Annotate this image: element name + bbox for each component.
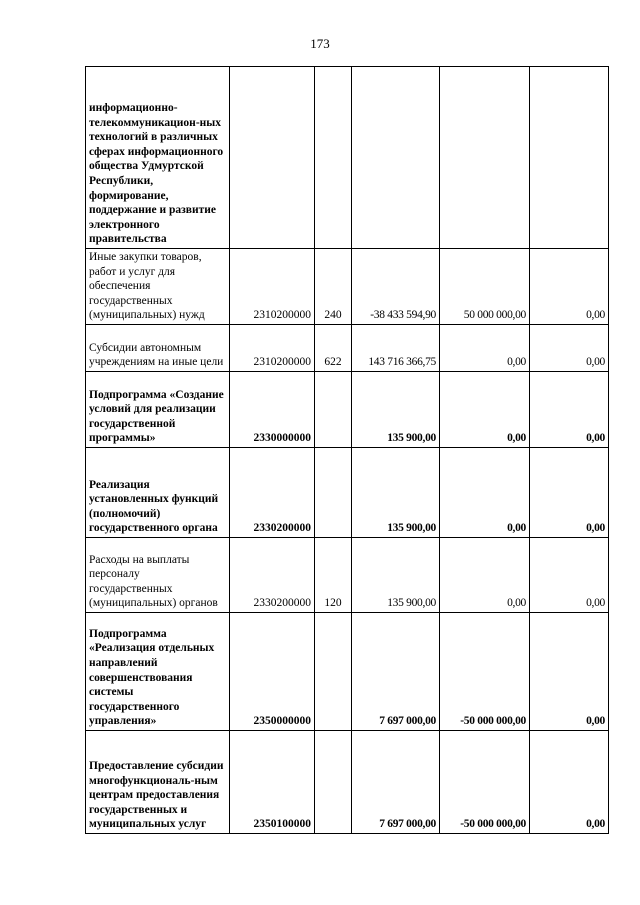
row-name: информационно-телекоммуникацион-ных технологий в различных сферах информационного общества Удмуртской Республики, формирование, поддержание и развитие электронного правительства (86, 67, 230, 249)
row-value-2: 0,00 (440, 538, 530, 613)
row-name: Предоставление субсидии многофункциональ-ным центрам предоставления государственных и муниципальных услуг (86, 731, 230, 834)
row-value-1: 7 697 000,00 (352, 613, 440, 731)
row-type: 120 (315, 538, 352, 613)
row-code: 2350000000 (230, 613, 315, 731)
table-row (86, 538, 609, 613)
row-type (315, 372, 352, 448)
table-row (86, 613, 609, 731)
row-code: 2310200000 (230, 325, 315, 372)
row-type (315, 67, 352, 249)
row-name: Реализация установленных функций (полномочий) государственного органа (86, 448, 230, 538)
row-value-1: 7 697 000,00 (352, 731, 440, 834)
row-value-3: 0,00 (530, 325, 609, 372)
row-code: 2330200000 (230, 538, 315, 613)
row-type (315, 613, 352, 731)
row-value-3: 0,00 (530, 731, 609, 834)
row-name: Иные закупки товаров, работ и услуг для обеспечения государственных (муниципальных) нужд (86, 249, 230, 325)
row-value-2: -50 000 000,00 (440, 731, 530, 834)
row-value-3: 0,00 (530, 613, 609, 731)
row-code: 2310200000 (230, 249, 315, 325)
row-type: 622 (315, 325, 352, 372)
row-type: 240 (315, 249, 352, 325)
row-code: 2330000000 (230, 372, 315, 448)
row-name: Подпрограмма «Реализация отдельных направлений совершенствования системы государственного управления» (86, 613, 230, 731)
table-row (86, 731, 609, 834)
row-code: 2330200000 (230, 448, 315, 538)
row-value-1 (352, 67, 440, 249)
budget-table (85, 66, 609, 834)
row-code: 2350100000 (230, 731, 315, 834)
row-value-1: 135 900,00 (352, 538, 440, 613)
row-value-3: 0,00 (530, 249, 609, 325)
row-type (315, 448, 352, 538)
row-value-2: 50 000 000,00 (440, 249, 530, 325)
row-name: Расходы на выплаты персоналу государственных (муниципальных) органов (86, 538, 230, 613)
row-value-1: 143 716 366,75 (352, 325, 440, 372)
table-row (86, 325, 609, 372)
table-row (86, 67, 609, 249)
table-row (86, 448, 609, 538)
row-value-3: 0,00 (530, 448, 609, 538)
row-value-1: 135 900,00 (352, 372, 440, 448)
row-value-3: 0,00 (530, 538, 609, 613)
row-value-2: 0,00 (440, 448, 530, 538)
row-type (315, 731, 352, 834)
row-value-2 (440, 67, 530, 249)
row-value-3: 0,00 (530, 372, 609, 448)
row-code (230, 67, 315, 249)
table-row (86, 372, 609, 448)
row-value-2: -50 000 000,00 (440, 613, 530, 731)
row-value-2: 0,00 (440, 325, 530, 372)
row-value-3 (530, 67, 609, 249)
row-value-2: 0,00 (440, 372, 530, 448)
row-name: Субсидии автономным учреждениям на иные цели (86, 325, 230, 372)
table-row (86, 249, 609, 325)
row-value-1: 135 900,00 (352, 448, 440, 538)
row-name: Подпрограмма «Создание условий для реализации государственной программы» (86, 372, 230, 448)
page-number: 173 (310, 36, 330, 51)
row-value-1: -38 433 594,90 (352, 249, 440, 325)
